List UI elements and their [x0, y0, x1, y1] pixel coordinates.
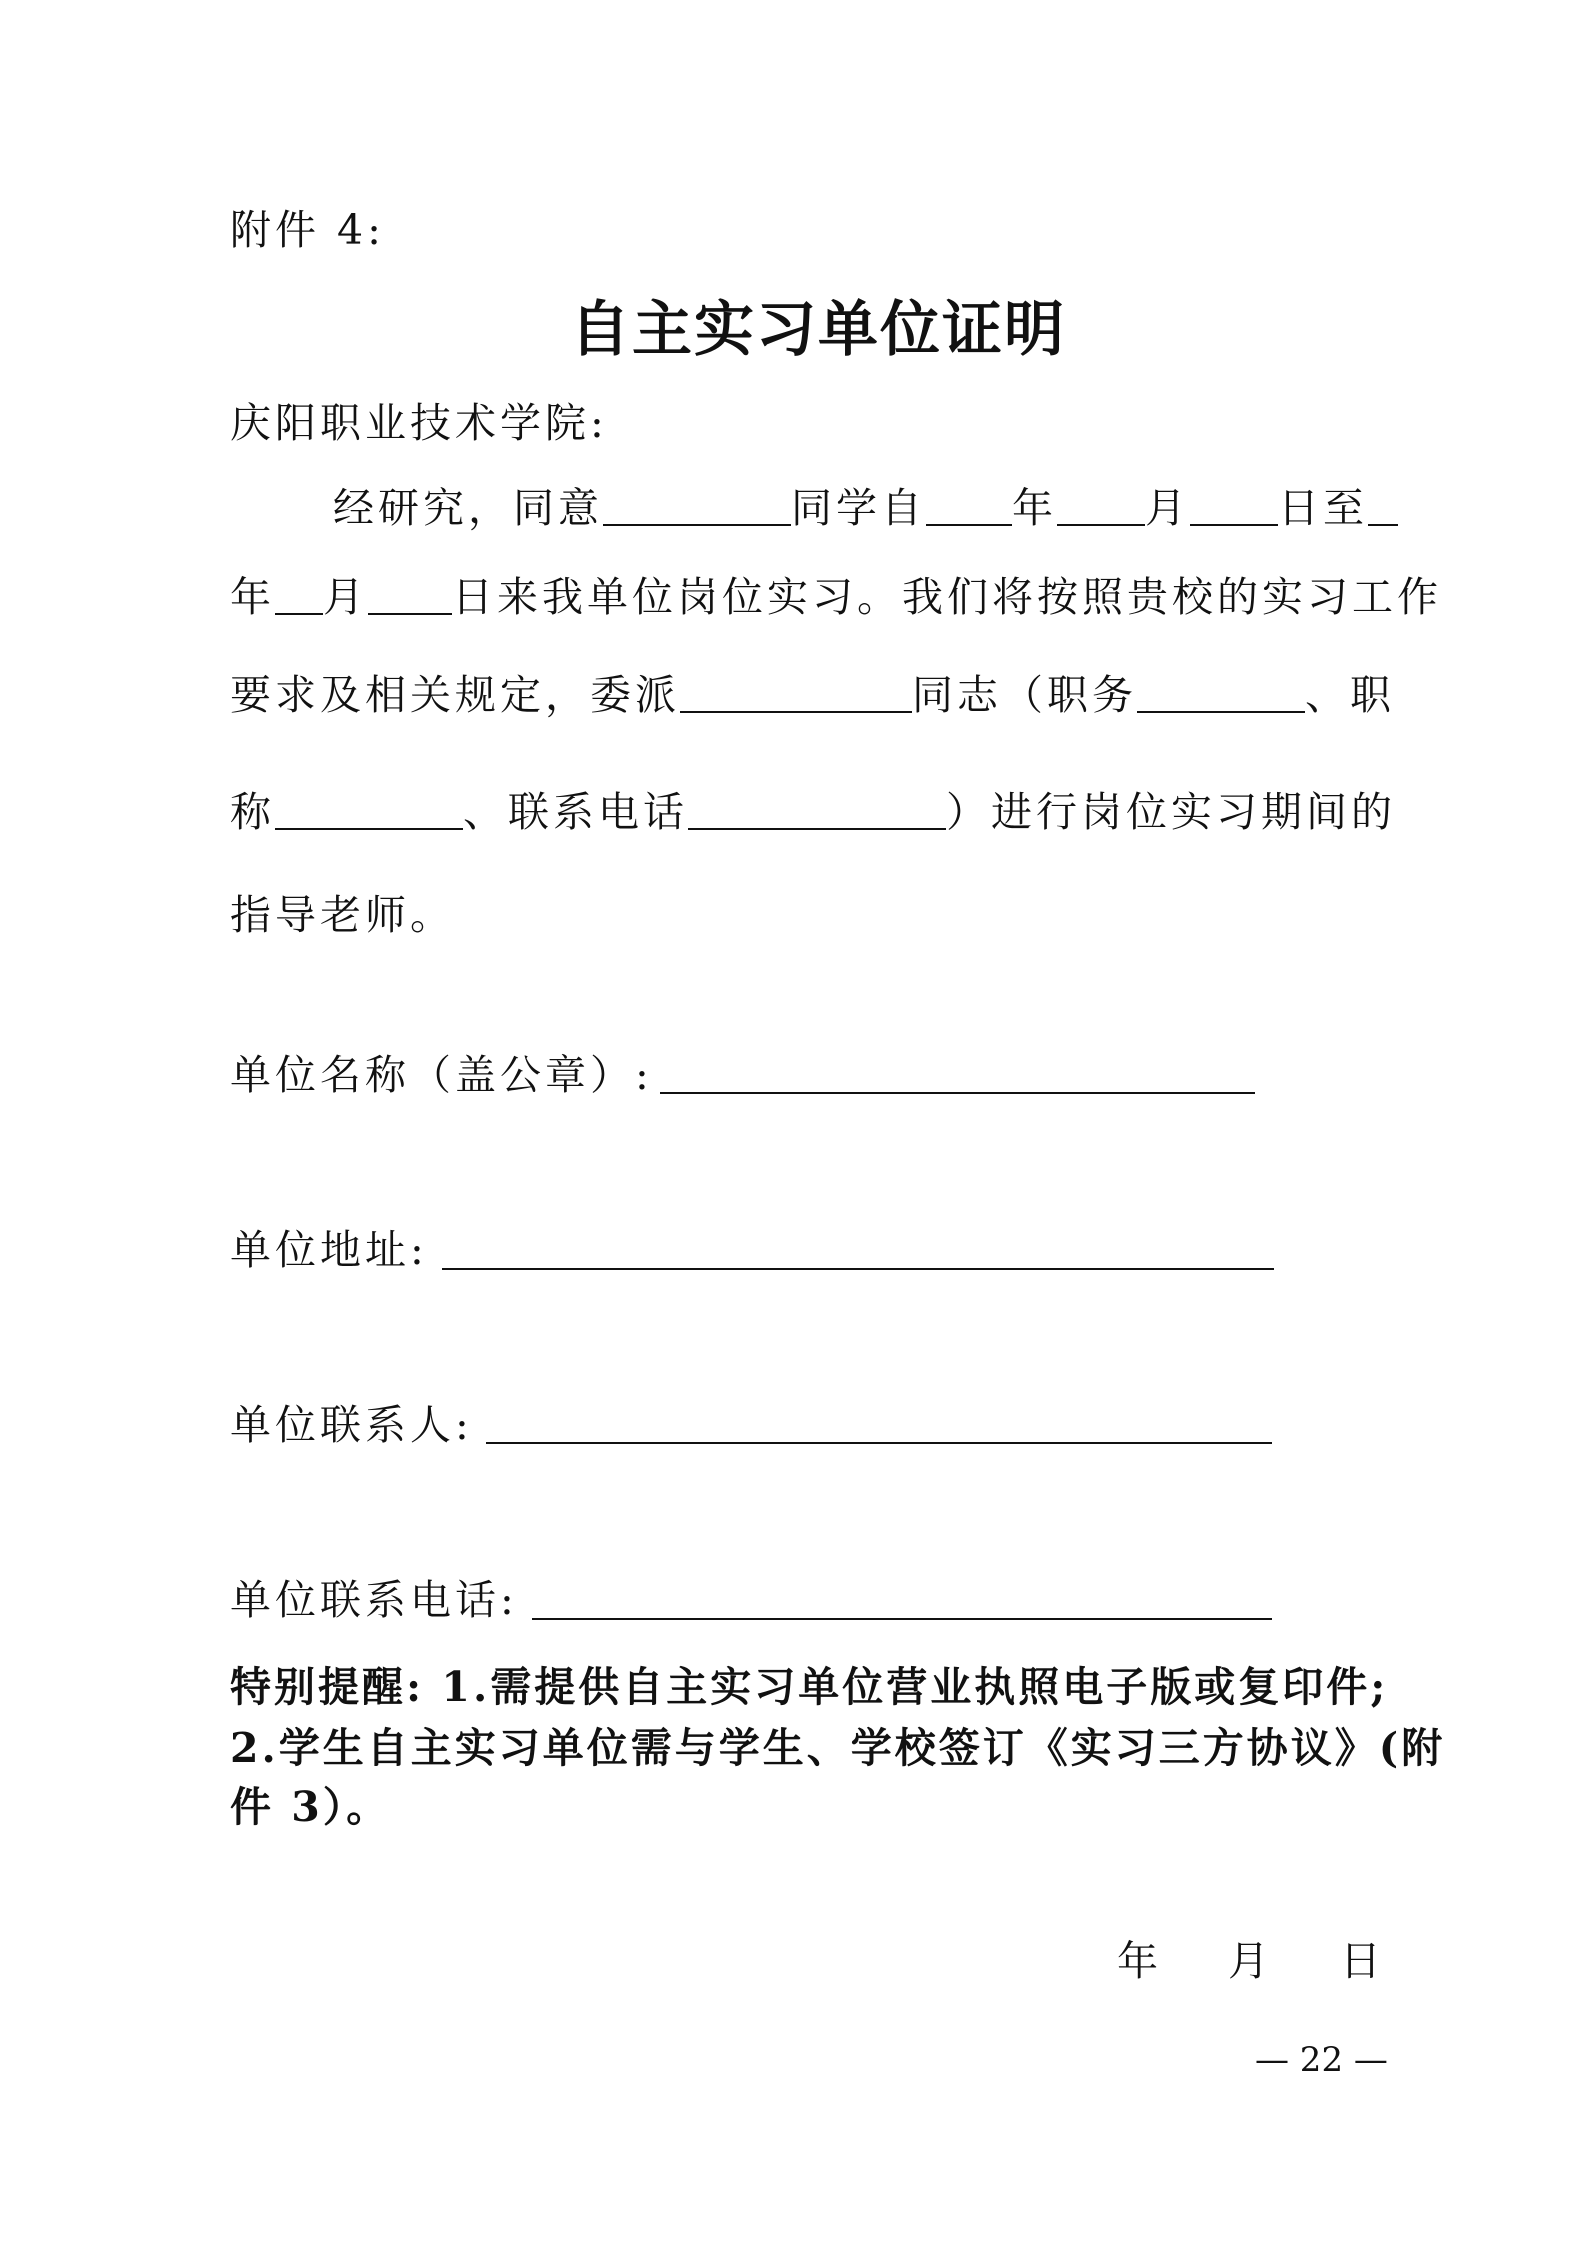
unit-address-line[interactable] [442, 1268, 1274, 1270]
end-month-blank[interactable] [275, 579, 323, 615]
unit-contact-label: 单位联系人: [230, 1401, 473, 1449]
date-day: 日 [1340, 1937, 1381, 1985]
unit-name-line[interactable] [660, 1092, 1255, 1094]
page-number: — 22 — [1255, 2040, 1388, 2080]
document-title: 自主实习单位证明 [570, 295, 1066, 365]
student-name-blank[interactable] [603, 490, 791, 526]
start-year-blank[interactable] [926, 490, 1012, 526]
date-year: 年 [1117, 1937, 1158, 1985]
recipient: 庆阳职业技术学院: [230, 399, 608, 447]
phone-blank[interactable] [688, 794, 946, 830]
reminder-label: 特别提醒: [230, 1663, 425, 1711]
body-line-3: 要求及相关规定，委派 同志（职务 、职 [230, 671, 1395, 719]
reminder-line-2: 2.学生自主实习单位需与学生、学校签订《实习三方协议》(附 [230, 1724, 1446, 1772]
body-line-4: 称 、联系电话 ）进行岗位实习期间的 [230, 788, 1396, 836]
end-year-blank[interactable] [1368, 490, 1398, 526]
body-line-5: 指导老师。 [230, 891, 455, 939]
unit-name-label: 单位名称（盖公章）: [230, 1051, 653, 1099]
start-day-blank[interactable] [1190, 490, 1278, 526]
start-month-blank[interactable] [1057, 490, 1145, 526]
body-line-2: 年 月 日来我单位岗位实习。我们将按照贵校的实习工作 [230, 573, 1442, 621]
unit-phone-label: 单位联系电话: [230, 1576, 518, 1624]
end-day-blank[interactable] [368, 579, 452, 615]
reminder-line-1: 特别提醒: 1.需提供自主实习单位营业执照电子版或复印件; [230, 1663, 1389, 1711]
position-blank[interactable] [1137, 677, 1305, 713]
attachment-label: 附件 4: [230, 206, 385, 254]
unit-phone-line[interactable] [532, 1618, 1272, 1620]
date-month: 月 [1228, 1937, 1269, 1985]
unit-address-label: 单位地址: [230, 1226, 428, 1274]
reminder-line-3: 件 3）。 [230, 1783, 391, 1831]
title-blank[interactable] [275, 794, 463, 830]
body-line-1: 经研究，同意 同学自 年 月 日至 [333, 488, 1398, 529]
unit-contact-line[interactable] [486, 1442, 1272, 1444]
supervisor-name-blank[interactable] [680, 677, 912, 713]
